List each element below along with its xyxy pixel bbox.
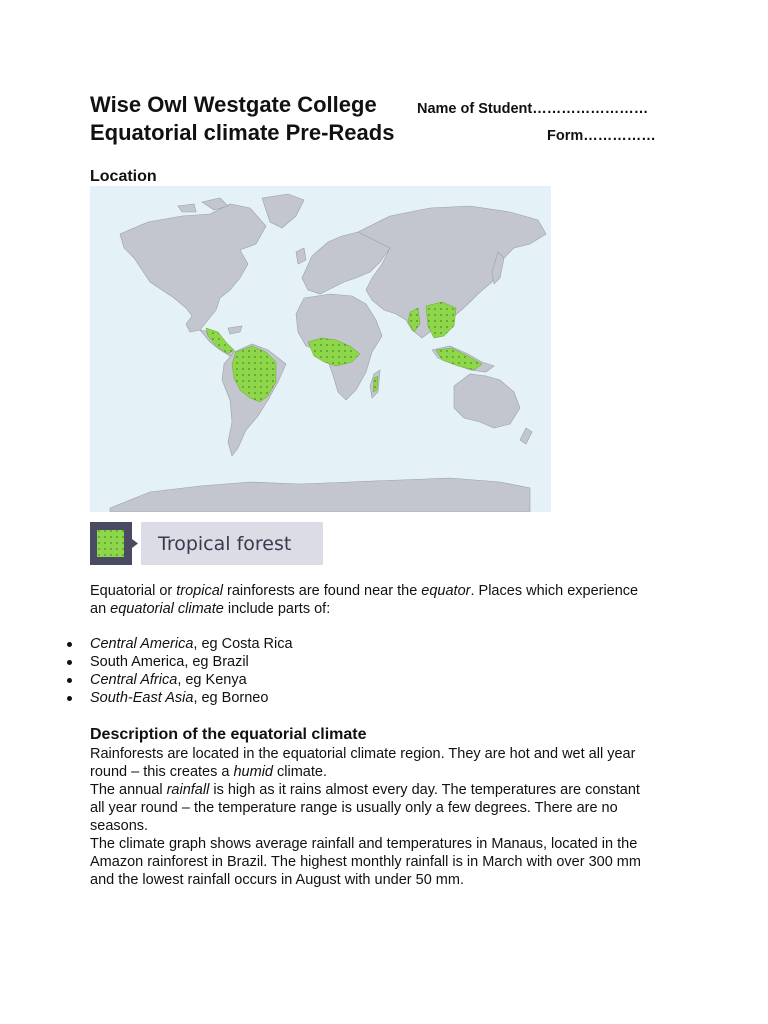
document-title: Equatorial climate Pre-Reads (90, 120, 395, 145)
student-name-field: Name of Student…………………… (417, 101, 649, 117)
region-list (66, 635, 293, 707)
intro-paragraph: Equatorial or tropical rainforests are found near the equator. Places which experience an equatorial climate include parts of: (90, 583, 639, 617)
location-heading: Location (90, 168, 157, 185)
list-item: Central America, eg Costa Rica (66, 635, 293, 653)
school-title: Wise Owl Westgate College (90, 92, 377, 117)
list-item: South-East Asia, eg Borneo (66, 689, 293, 707)
forest-madagascar (373, 376, 378, 392)
description-heading: Description of the equatorial climate (90, 726, 367, 743)
world-map (90, 186, 551, 512)
map-legend (90, 522, 323, 565)
list-item: Central Africa, eg Kenya (66, 671, 293, 689)
legend-label: Tropical forest (158, 533, 292, 555)
description-paragraph: Rainforests are located in the equatorial climate region. They are hot and wet all year round – this creates a humid climate. The annual rainfall is high as it rains almost every day. The temperatures are constant all year round – the temperature range is usually only a few degrees. There are no seasons. The climate graph shows average rainfall and temperatures in Manaus, located in the Amazon rainforest in Brazil. The highest monthly rainfall is in March with over 300 mm and the lowest rainfall occurs in August with under 50 mm. (90, 746, 641, 888)
form-field: Form…………… (547, 128, 656, 144)
legend-swatch (97, 530, 124, 557)
list-item: South America, eg Brazil (66, 653, 293, 671)
